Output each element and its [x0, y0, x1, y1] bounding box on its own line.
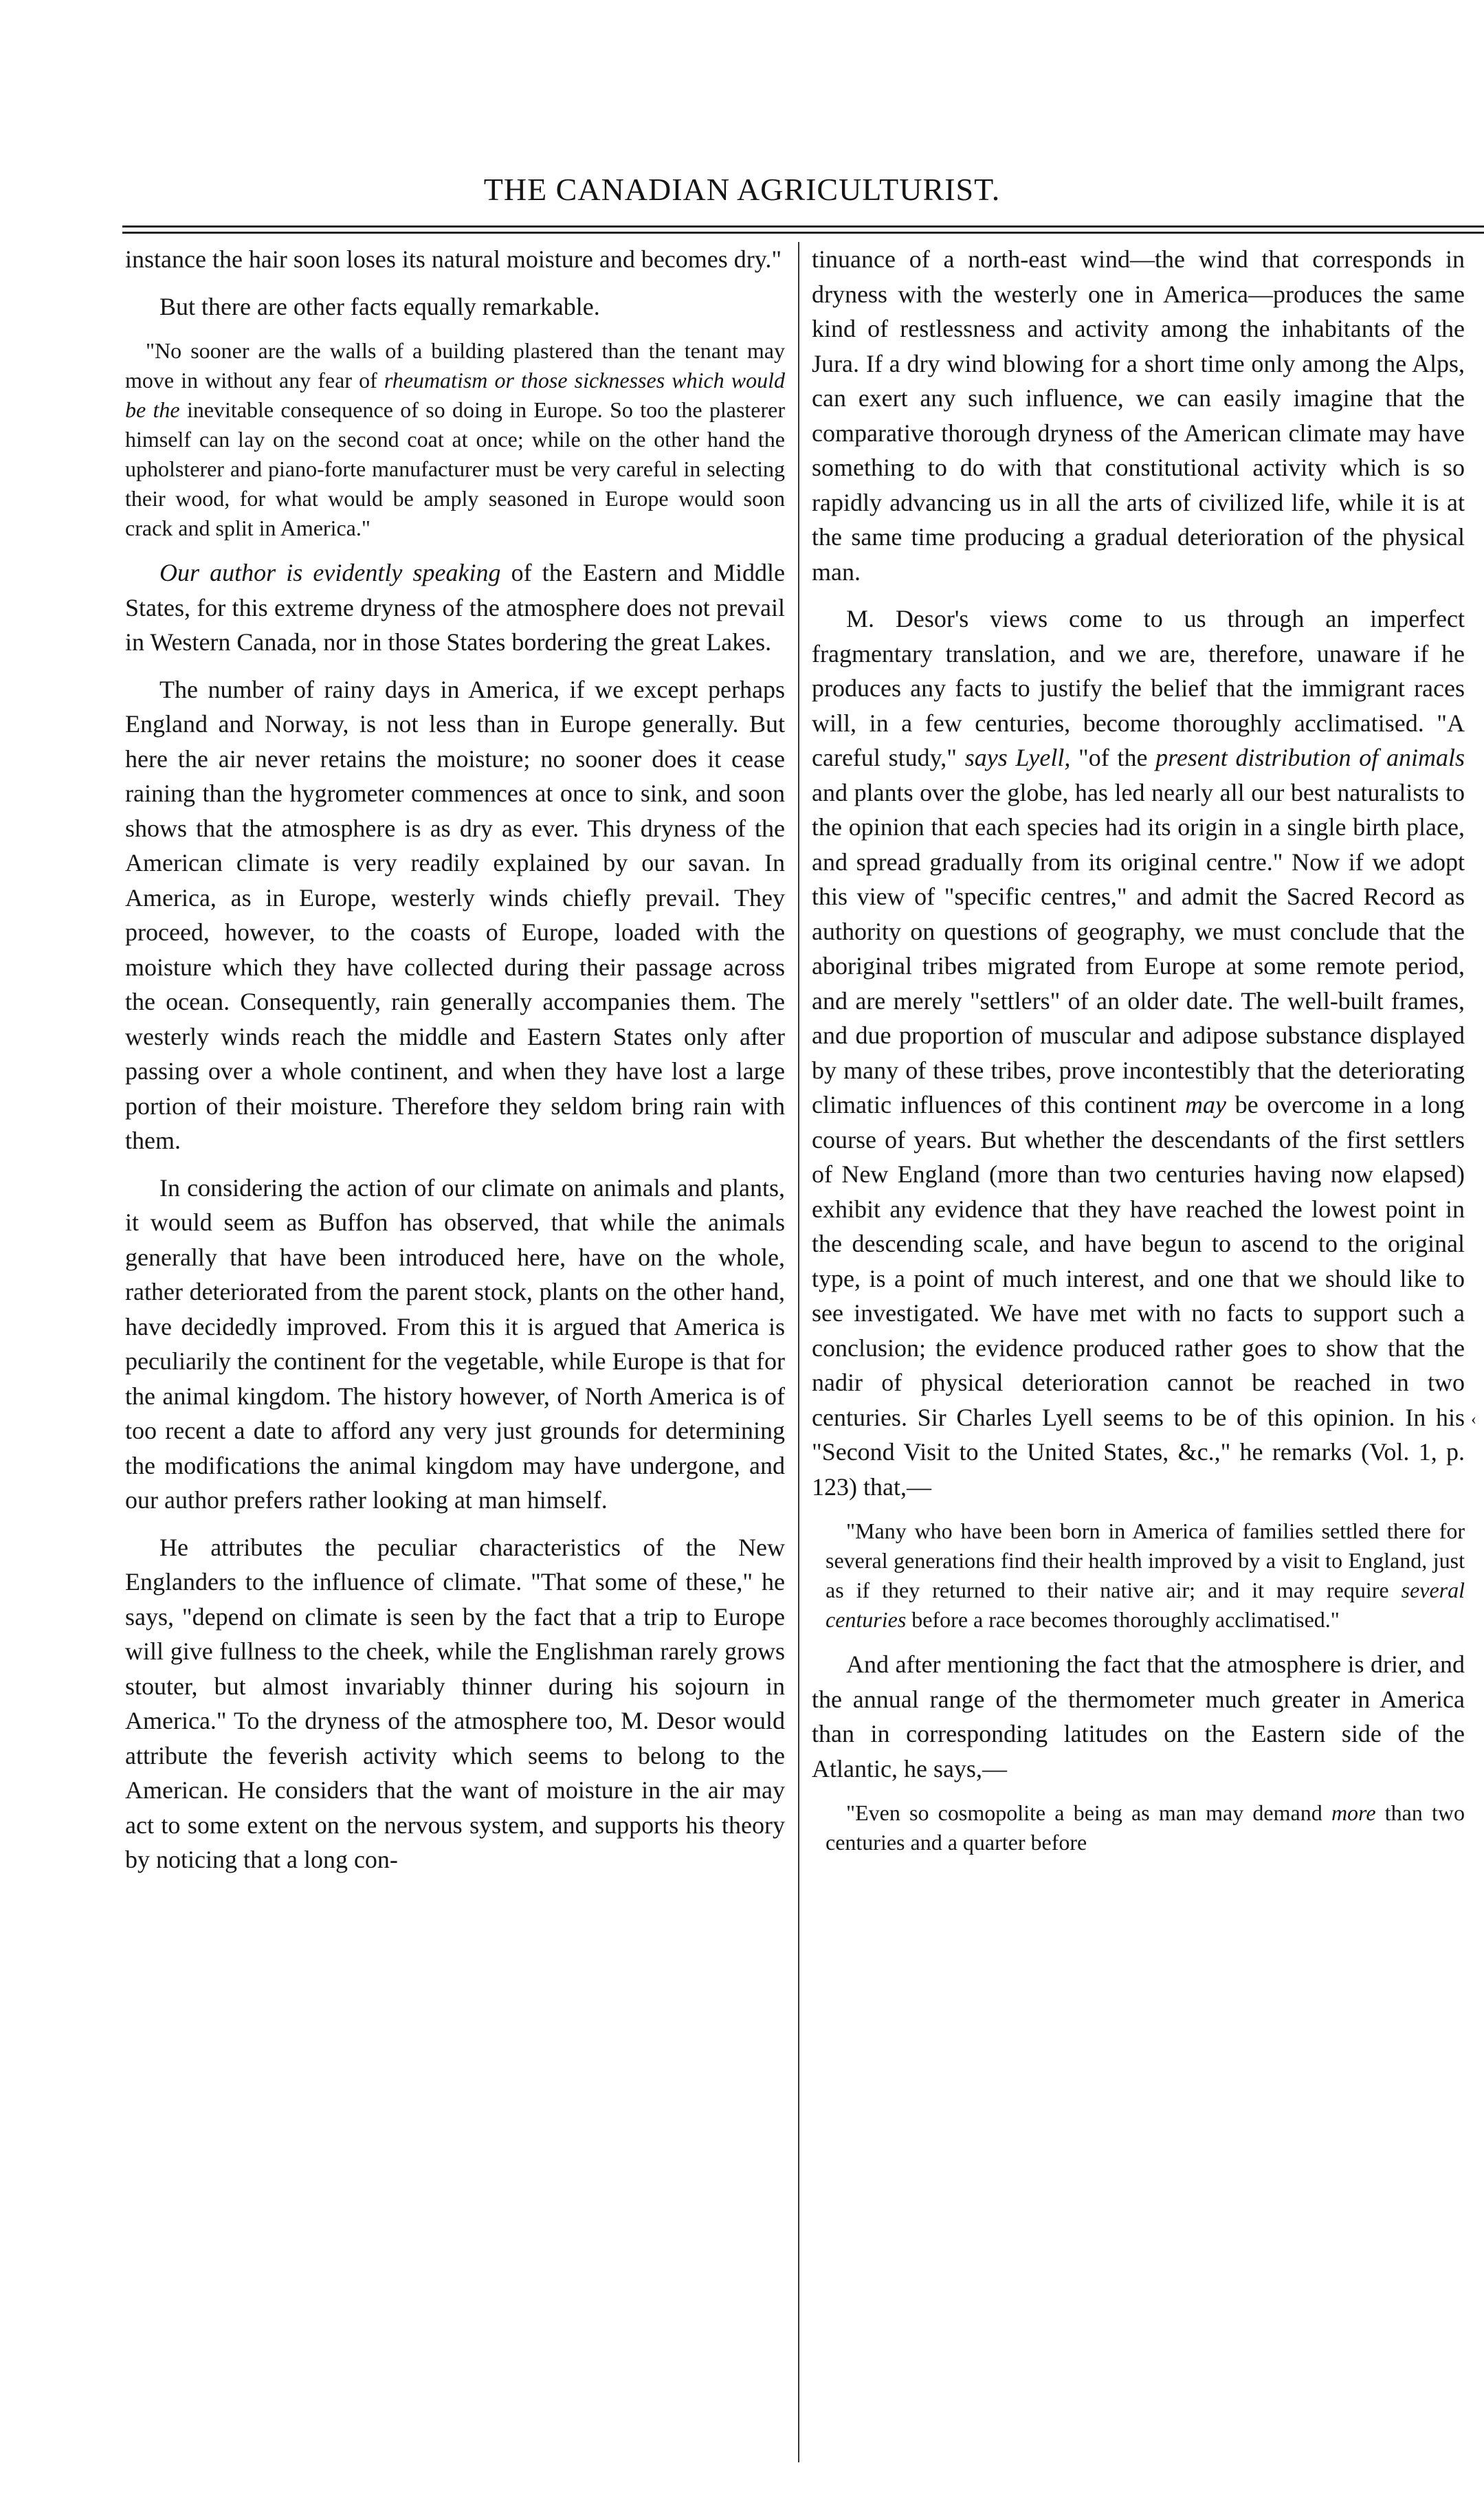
- paragraph: Our author is evidently speaking of the Eastern and Middle States, for this extreme dryness of the atmosphere does not prevail in Western Canada, nor in those States bordering the great Lakes.: [125, 559, 785, 656]
- paragraph: He attributes the peculiar characteristics of the New Englanders to the influence of climate. "That some of these," he says, "depend on climate is seen by the fact that a trip to Europe will give fullness to the cheek, while the Englishman rarely grows stouter, but almost invariably thinner during his sojourn in America." To the dryness of the atmosphere too, M. Desor would attribute the feverish activity which seems to belong to the American. He considers that the want of moisture in the air may act to some extent on the nervous system, and supports his theory by noticing that a long con-: [125, 1533, 785, 1873]
- block-quote: "No sooner are the walls of a building plastered than the tenant may move in without any fear of rheumatism or those sicknesses which would be the inevitable consequence of so doing in Europe. So too the plasterer himself can lay on the second coat at once; while on the other hand the upholsterer and piano-forte manufacturer must be very careful in selecting their wood, for what would be amply seasoned in Europe would soon crack and split in America.": [125, 338, 786, 540]
- paragraph: But there are other facts equally remarkable.: [159, 292, 600, 320]
- left-column: [125, 242, 785, 1890]
- header-double-rule: [122, 225, 1484, 234]
- paragraph: And after mentioning the fact that the atmosphere is drier, and the annual range of the thermometer much greater in America than in corresponding latitudes on the Eastern side of the Atlantic, he says,—: [812, 1650, 1465, 1782]
- paragraph: In considering the action of our climate on animals and plants, it would seem as Buffon has observed, that while the animals generally that have been introduced here, have on the whole, rather deteriorated from the parent stock, plants on the other hand, have decidedly improved. From this it is argued that America is peculiarily the continent for the vegetable, while Europe is that for the animal kingdom. The history however, of North America is of too recent a date to afford any very just grounds for determining the modifications the animal kingdom may have undergone, and our author prefers rather looking at man himself.: [125, 1173, 785, 1514]
- paragraph: instance the hair soon loses its natural moisture and becomes dry.": [125, 245, 782, 273]
- block-quote: "Many who have been born in America of families settled there for several generations find their health improved by a visit to England, just as if they returned to their native air; and it may require several centuries before a race becomes thoroughly acclimatised.": [826, 1518, 1465, 1632]
- page-title: THE CANADIAN AGRICULTURIST.: [483, 172, 1001, 207]
- block-quote: "Even so cosmopolite a being as man may demand more than two centuries and a quarter before: [826, 1800, 1465, 1855]
- paragraph: The number of rainy days in America, if we except perhaps England and Norway, is not less than in Europe generally. But here the air never retains the moisture; no sooner does it cease raining than the hygrometer commences at once to sink, and soon shows that the atmosphere is as dry as ever. This dryness of the American climate is very readily explained by our savan. In America, as in Europe, westerly winds chiefly prevail. They proceed, however, to the coasts of Europe, loaded with the moisture which they have collected during their passage across the ocean. Consequently, rain generally accompanies them. The westerly winds reach the middle and Eastern States only after passing over a whole continent, and when they have lost a large portion of their moisture. Therefore they seldom bring rain with them.: [125, 675, 785, 1154]
- column-divider: [798, 242, 799, 2462]
- margin-mark: ‹: [1471, 1411, 1476, 1428]
- paragraph: tinuance of a north-east wind—the wind that corresponds in dryness with the westerly one in America—produces the same kind of restlessness and activity among the inhabitants of the Jura. If a dry wind blowing for a short time only among the Alps, can exert any such influence, we can easily imagine that the comparative thorough dryness of the American climate may have something to do with that constitutional activity which is so rapidly advancing us in all the arts of civilized life, while it is at the same time producing a gradual deterioration of the physical man.: [812, 245, 1465, 586]
- paragraph: M. Desor's views come to us through an imperfect fragmentary translation, and we are, therefore, unaware if he produces any facts to justify the belief that the immigrant races will, in a few centuries, become thoroughly acclimatised. "A careful study," says Lyell, "of the present distribution of animals and plants over the globe, has led nearly all our best naturalists to the opinion that each species had its origin in a single birth place, and spread gradually from its original centre." Now if we adopt this view of "specific centres," and admit the Sacred Record as authority on questions of geography, we must conclude that the aboriginal tribes migrated from Europe at some remote period, and are merely "settlers" of an older date. The well-built frames, and due proportion of muscular and adipose substance displayed by many of these tribes, prove incontestibly that the deteriorating climatic influences of this continent may be overcome in a long course of years. But whether the descendants of the first settlers of New England (more than two centuries having now elapsed) exhibit any evidence that they have reached the lowest point in the descending scale, and have begun to ascend to the original type, is a point of much interest, and one that we should like to see investigated. We have met with no facts to support such a conclusion; the evidence produced rather goes to show that the nadir of physical deterioration cannot be reached in two centuries. Sir Charles Lyell seems to be of this opinion. In his "Second Visit to the United States, &c.," he remarks (Vol. 1, p. 123) that,—: [812, 605, 1465, 1501]
- right-column: [812, 242, 1465, 1870]
